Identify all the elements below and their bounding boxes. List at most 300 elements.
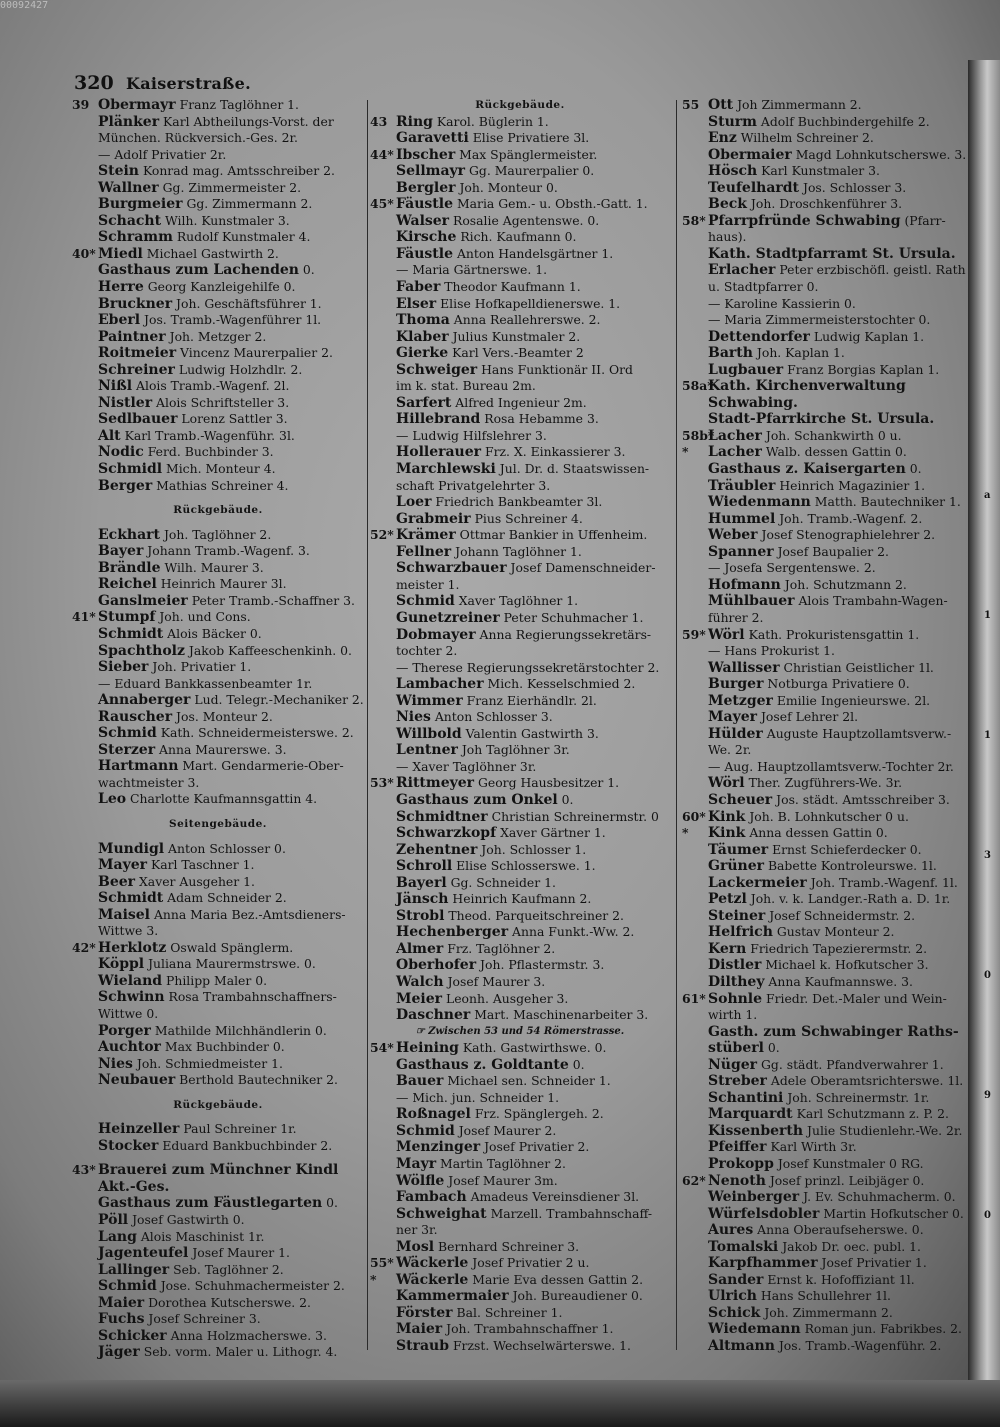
entry-details: Emilie Ingenieurswe. 2l. [776, 692, 931, 708]
directory-entry [682, 329, 967, 346]
directory-entry [682, 527, 967, 544]
entry-details: Lorenz Sattler 3. [181, 411, 288, 427]
resident-name: Nenoth [708, 1172, 766, 1189]
resident-name: Ott [708, 97, 734, 113]
entry-details: Friedrich Tapezierermstr. 2. [750, 940, 928, 956]
entry-details: Karl Wirth 3r. [770, 1139, 857, 1155]
directory-entry [370, 544, 670, 561]
entry-details: Adele Oberamtsrichterswe. 1l. [770, 1073, 964, 1089]
resident-name: Mundigl [98, 840, 165, 857]
directory-entry [72, 461, 364, 478]
directory-entry [370, 974, 670, 991]
entry-details: Theod. Parqueitschreiner 2. [448, 907, 624, 923]
entry-details: Joh. Pflastermstr. 3. [480, 957, 605, 973]
resident-name: Schwinn [98, 989, 165, 1006]
resident-name: Faber [396, 279, 441, 296]
directory-entry [370, 792, 670, 809]
entry-details: Karl Schutzmann z. P. 2. [796, 1106, 949, 1122]
directory-entry [370, 411, 670, 428]
resident-name: Schwabing. [708, 394, 798, 411]
directory-entry [370, 1156, 670, 1173]
entry-details: Anton Handelsgärtner 1. [456, 245, 614, 261]
entry-details: Josef Lehrer 2l. [760, 709, 859, 725]
resident-name: Kink [708, 825, 746, 842]
resident-name: Maisel [98, 906, 150, 923]
entry-details: Marie Eva dessen Gattin 2. [472, 1271, 644, 1287]
resident-name: Schweighat [396, 1205, 487, 1222]
entry-details: Paul Schreiner 1r. [183, 1121, 297, 1137]
entry-details: Ferd. Buchbinder 3. [147, 444, 274, 460]
directory-entry [370, 262, 670, 279]
directory-entry [72, 676, 364, 693]
resident-name: Ulrich [708, 1288, 757, 1305]
entry-details: Joh. Geschäftsführer 1. [176, 295, 322, 311]
directory-entry [682, 1106, 967, 1123]
resident-name: Meier [396, 990, 443, 1007]
resident-name: Fellner [396, 543, 452, 560]
entry-details: Anton Schlosser 0. [168, 840, 286, 856]
entry-details: — Karoline Kassierin 0. [708, 295, 856, 311]
directory-entry [682, 875, 967, 892]
resident-name: Schwarzbauer [396, 560, 507, 577]
resident-name: Auchtor [98, 1039, 161, 1056]
entry-details: — Maria Gärtnerswe. 1. [396, 262, 548, 278]
column-divider [676, 100, 677, 1350]
entry-details: wachtmeister 3. [98, 774, 200, 790]
resident-name: Stein [98, 163, 139, 180]
entry-details: Adolf Buchbindergehilfe 2. [760, 113, 930, 129]
directory-entry [370, 130, 670, 147]
entry-details: führer 2. [708, 609, 764, 625]
directory-entry [72, 329, 364, 346]
resident-name: Walch [396, 973, 444, 990]
resident-name: Obermaier [708, 146, 792, 163]
resident-name: Sieber [98, 659, 149, 676]
directory-entry [682, 312, 967, 329]
entry-details: Julie Studienlehr.-We. 2r. [807, 1122, 963, 1138]
resident-name: Sedlbauer [98, 411, 178, 428]
resident-name: Mayer [98, 857, 147, 874]
directory-entry [370, 147, 670, 164]
resident-name: Stumpf [98, 609, 156, 626]
entry-details: Joh. Trambahnschaffner 1. [446, 1321, 614, 1337]
directory-entry [72, 147, 364, 164]
directory-entry [72, 725, 364, 742]
resident-name: Menzinger [396, 1139, 481, 1156]
directory-entry [72, 626, 364, 643]
directory-entry [72, 411, 364, 428]
resident-name: Enz [708, 130, 737, 147]
resident-name: Loer [396, 494, 432, 511]
directory-entry [72, 444, 364, 461]
entry-details: Max Spänglermeister. [459, 146, 598, 162]
entry-details: Frz. Taglöhner 2. [447, 940, 556, 956]
resident-name: Fäustle [396, 245, 453, 262]
directory-entry [682, 593, 967, 610]
directory-entry [370, 1106, 670, 1123]
directory-entry [370, 627, 670, 644]
entry-details: Hans Schullehrer 1l. [760, 1288, 891, 1304]
resident-name: Nies [98, 1055, 133, 1072]
entry-details: wirth 1. [708, 1007, 758, 1023]
edge-fragment: 1 [984, 730, 991, 741]
resident-name: Wäckerle [396, 1271, 469, 1288]
directory-entry [370, 957, 670, 974]
resident-name: Nistler [98, 394, 153, 411]
directory-entry [682, 1338, 967, 1355]
entry-details: J. Ev. Schuhmacherm. 0. [803, 1189, 956, 1205]
entry-details: Martin Taglöhner 2. [440, 1156, 566, 1171]
entry-details: Joh. Bureaudiener 0. [512, 1288, 643, 1304]
directory-entry [682, 1206, 967, 1223]
entry-details: Josef Gastwirth 0. [132, 1212, 245, 1227]
entry-details: Anna Reallehrerswe. 2. [453, 312, 601, 328]
entry-details: Leonh. Ausgeher 3. [445, 990, 569, 1006]
resident-name: Lambacher [396, 676, 484, 693]
entry-details: Joh. Schmiedmeister 1. [136, 1055, 283, 1071]
directory-entry [682, 1156, 967, 1173]
resident-name: Brauerei zum Münchner Kindl [98, 1162, 339, 1179]
directory-entry [370, 1305, 670, 1322]
directory-entry [682, 544, 967, 561]
resident-name: Marchlewski [396, 461, 496, 478]
entry-details: Mart. Maschinenarbeiter 3. [474, 1007, 649, 1023]
entry-continuation [72, 1006, 364, 1023]
resident-name: Mühlbauer [708, 593, 795, 610]
resident-name: Streber [708, 1073, 767, 1090]
directory-entry [370, 296, 670, 313]
resident-name: Wäckerle [396, 1255, 469, 1272]
entry-continuation [682, 1007, 967, 1024]
entry-details: Joh. Metzger 2. [169, 328, 267, 344]
directory-entry [72, 857, 364, 874]
entry-details: Julius Kunstmaler 2. [452, 328, 581, 344]
directory-entry [72, 180, 364, 197]
entry-details: — Ludwig Hilfslehrer 3. [396, 427, 547, 443]
directory-entry [370, 180, 670, 197]
entry-details: Joh. Taglöhner 2. [163, 526, 272, 542]
entry-details: Alois Maschinist 1r. [140, 1228, 265, 1244]
entry-details: Joh. Tramb.-Wagenf. 1l. [810, 874, 958, 890]
page-number: 320 [74, 72, 114, 94]
resident-name: Plänker [98, 113, 160, 130]
directory-entry [370, 676, 670, 693]
entry-continuation [72, 923, 364, 940]
resident-name: Schramm [98, 229, 173, 246]
directory-entry [370, 759, 670, 776]
resident-name: Rittmeyer [396, 775, 475, 792]
directory-entry [370, 875, 670, 892]
entry-details: Christian Geistlicher 1l. [783, 659, 934, 675]
resident-name: Lentner [396, 742, 458, 759]
directory-entry [370, 246, 670, 263]
entry-details: Josef Damenschneider- [510, 560, 656, 576]
spacer-line [72, 494, 364, 502]
entry-continuation [370, 478, 670, 495]
entry-details: Philipp Maler 0. [166, 972, 268, 988]
directory-entry [682, 411, 967, 428]
resident-name: Klaber [396, 328, 449, 345]
entry-details: — Eduard Bankkassenbeamter 1r. [98, 675, 313, 691]
directory-entry [72, 1162, 364, 1179]
directory-entry [682, 1123, 967, 1140]
directory-entry [682, 577, 967, 594]
directory-entry [72, 593, 364, 610]
resident-name: Krämer [396, 527, 456, 544]
entry-details: Wittwe 3. [98, 923, 159, 939]
entry-details: Rosa Trambahnschaffners- [168, 989, 337, 1005]
house-number: 43* [72, 1162, 96, 1178]
directory-entry [370, 428, 670, 445]
entry-details: Jos. Tramb.-Wagenführer 1l. [144, 312, 322, 328]
resident-name: Barth [708, 345, 753, 362]
entry-details: Xaver Gärtner 1. [500, 825, 606, 841]
entry-details: Joh Zimmermann 2. [737, 97, 862, 112]
house-number: 53* [370, 775, 394, 791]
entry-details: Heinrich Magazinier 1. [779, 477, 926, 493]
directory-entry [72, 543, 364, 560]
entry-continuation [370, 643, 670, 660]
entry-details: Gg. städt. Pfandverwahrer 1. [761, 1056, 944, 1072]
resident-name: Sterzer [98, 741, 156, 758]
resident-name: Neubauer [98, 1072, 176, 1089]
directory-entry [72, 163, 364, 180]
resident-name: Porger [98, 1022, 151, 1039]
entry-details: Josef Kunstmaler 0 RG. [777, 1156, 924, 1171]
entry-details: — Maria Zimmermeisterstochter 0. [708, 312, 931, 328]
entry-details: 0. [326, 1195, 338, 1211]
spacer-line [72, 519, 364, 527]
directory-entry [370, 114, 670, 131]
resident-name: Schicker [98, 1327, 167, 1344]
directory-entry [72, 1039, 364, 1056]
directory-entry [682, 1024, 967, 1041]
directory-entry [370, 891, 670, 908]
directory-entry [682, 296, 967, 313]
cross-street-note: ☞ Zwischen 53 und 54 Römerstrasse. [415, 1025, 625, 1037]
resident-name: Wörl [708, 775, 745, 792]
house-number: 44* [370, 146, 394, 162]
directory-entry [682, 1173, 967, 1190]
spacer-line [72, 808, 364, 816]
resident-name: Jäger [98, 1344, 140, 1361]
directory-entry [72, 841, 364, 858]
entry-details: Alois Trambahn-Wagen- [798, 593, 948, 609]
entry-details: Alois Schriftsteller 3. [156, 394, 290, 410]
resident-name: Lang [98, 1228, 137, 1245]
directory-entry [370, 329, 670, 346]
entry-details: Christian Schreinermstr. 0 [491, 808, 659, 824]
entry-continuation [370, 378, 670, 395]
resident-name: Akt.-Ges. [98, 1178, 170, 1195]
entry-details: Joh. Privatier 1. [152, 659, 252, 675]
entry-details: Heinrich Kaufmann 2. [452, 891, 592, 907]
entry-details: Jos. Schlosser 3. [802, 179, 907, 195]
directory-entry [682, 1222, 967, 1239]
entry-details: Joh. Schlosser 1. [481, 841, 587, 857]
entry-details: Joh. Droschkenführer 3. [750, 196, 903, 212]
resident-name: Willbold [396, 725, 462, 742]
directory-entry [682, 246, 967, 263]
entry-continuation [682, 742, 967, 759]
resident-name: Grabmeir [396, 510, 471, 527]
entry-continuation [682, 229, 967, 246]
directory-entry [72, 1344, 364, 1361]
entry-details: Maria Gem.- u. Obsth.-Gatt. 1. [456, 196, 648, 212]
house-number: 61* [682, 990, 706, 1006]
resident-name: Pöll [98, 1212, 129, 1228]
directory-entry [682, 130, 967, 147]
directory-entry [682, 345, 967, 362]
resident-name: Wörl [708, 626, 745, 643]
house-number: 60* [682, 808, 706, 824]
entry-details: ner 3r. [396, 1222, 438, 1238]
directory-entry [72, 659, 364, 676]
directory-entry [682, 1057, 967, 1074]
directory-entry [72, 428, 364, 445]
entry-continuation [370, 1222, 670, 1239]
entry-details: Rudolf Kunstmaler 4. [176, 229, 311, 245]
resident-name: Kath. Kirchenverwaltung [708, 378, 906, 395]
directory-entry [370, 924, 670, 941]
entry-details: Karl Vers.-Beamter 2 [452, 345, 584, 361]
entry-details: Josef Baupalier 2. [777, 543, 889, 559]
house-number: 42* [72, 939, 96, 955]
directory-entry [682, 1288, 967, 1305]
directory-entry [370, 709, 670, 726]
entry-details: Peter erzbischöfl. geistl. Rath [779, 262, 966, 278]
directory-entry [72, 874, 364, 891]
resident-name: Schwarzkopf [396, 825, 497, 842]
entry-details: Mathilde Milchhändlerin 0. [154, 1022, 327, 1038]
entry-details: Gg. Maurerpalier 0. [469, 163, 595, 179]
resident-name: Petzl [708, 891, 747, 908]
resident-name: Schmid [98, 725, 157, 742]
entry-details: Karl Abtheilungs-Vorst. der [163, 113, 334, 129]
directory-entry [72, 560, 364, 577]
entry-details: Gg. Schneider 1. [450, 874, 556, 890]
directory-entry [682, 478, 967, 495]
entry-details: Michael k. Hofkutscher 3. [765, 957, 929, 973]
entry-details: Marzell. Trambahnschaff- [490, 1205, 653, 1221]
directory-entry [370, 1040, 670, 1057]
resident-name: Fäustle [396, 196, 453, 213]
resident-name: Mayer [708, 709, 757, 726]
resident-name: Hollerauer [396, 444, 482, 461]
resident-name: Würfelsdobler [708, 1205, 820, 1222]
resident-name: Herklotz [98, 939, 167, 956]
entry-details: Joh. Schankwirth 0 u. [765, 427, 902, 443]
entry-details: Josef Maurer 2. [458, 1122, 557, 1138]
entry-details: Peter Schuhmacher 1. [503, 609, 644, 625]
entry-details: Max Buchbinder 0. [164, 1039, 285, 1055]
directory-entry [370, 362, 670, 379]
entry-details: Josef Schreiner 3. [148, 1311, 261, 1327]
entry-details: Adam Schneider 2. [167, 890, 287, 906]
resident-name: Schmidtner [396, 808, 488, 825]
resident-name: Gasthaus zum Fäustlegarten [98, 1195, 323, 1212]
resident-name: Mosl [396, 1238, 435, 1255]
entry-details: Kath. Schneidermeisterswe. 2. [160, 725, 354, 741]
directory-entry [72, 279, 364, 296]
resident-name: Garavetti [396, 130, 469, 147]
directory-entry [370, 196, 670, 213]
directory-entry [682, 775, 967, 792]
directory-entry [682, 560, 967, 577]
directory-entry [72, 229, 364, 246]
resident-name: Gunetzreiner [396, 609, 500, 626]
resident-name: Hillebrand [396, 411, 481, 428]
directory-entry [682, 709, 967, 726]
resident-name: Marquardt [708, 1106, 793, 1123]
column-divider [367, 100, 368, 1350]
directory-entry [72, 940, 364, 957]
directory-entry [370, 908, 670, 925]
directory-entry [370, 461, 670, 478]
resident-name: Scheuer [708, 791, 773, 808]
resident-name: Kath. Stadtpfarramt St. Ursula. [708, 245, 956, 262]
entry-details: Ottmar Bankier in Uffenheim. [459, 527, 648, 543]
entry-details: Magd Lohnkutscherswe. 3. [795, 146, 967, 162]
house-number: * [682, 444, 689, 460]
house-number: * [682, 825, 689, 841]
resident-name: Weinberger [708, 1189, 800, 1206]
house-number: 58a* [682, 378, 714, 394]
spacer-line [72, 1089, 364, 1097]
resident-name: Fuchs [98, 1311, 145, 1328]
resident-name: Pfeiffer [708, 1139, 767, 1156]
resident-name: Gasthaus z. Kaisergarten [708, 461, 906, 478]
resident-name: Walser [396, 212, 450, 229]
resident-name: Ring [396, 113, 433, 130]
entry-continuation [682, 610, 967, 627]
resident-name: Rauscher [98, 708, 173, 725]
entry-details: (Pfarr- [904, 212, 946, 228]
resident-name: Gasthaus zum Lachenden [98, 262, 299, 279]
resident-name: Karpfhammer [708, 1255, 818, 1272]
resident-name: Sarfert [396, 394, 452, 411]
entry-details: München. Rückversich.-Ges. 2r. [98, 130, 298, 146]
house-number: 62* [682, 1172, 706, 1188]
resident-name: Dobmayer [396, 626, 476, 643]
entry-details: Josef Privatier 2 u. [472, 1255, 590, 1271]
directory-entry [72, 609, 364, 626]
entry-details: Peter Tramb.-Schaffner 3. [191, 592, 355, 608]
entry-details: 0. [767, 1040, 780, 1056]
entry-details: Karl Taschner 1. [150, 857, 255, 873]
directory-entry [682, 511, 967, 528]
entry-details: Jos. städt. Amtsschreiber 3. [776, 791, 950, 807]
directory-entry [370, 941, 670, 958]
directory-entry [370, 726, 670, 743]
entry-details: Josef prinzl. Leibjäger 0. [769, 1172, 925, 1188]
entry-details: schaft Privatgelehrter 3. [396, 477, 551, 493]
resident-name: Schmidl [98, 461, 163, 478]
entry-details: Dorothea Kutscherswe. 2. [148, 1294, 311, 1310]
entry-details: Gg. Zimmermann 2. [186, 196, 313, 212]
directory-entry [370, 660, 670, 677]
entry-details: Josef Privatier 1. [821, 1255, 927, 1271]
entry-details: Matth. Bautechniker 1. [814, 494, 961, 510]
directory-entry [370, 1206, 670, 1223]
entry-details: Ther. Zugführers-We. 3r. [748, 775, 903, 791]
resident-name: Leo [98, 791, 127, 808]
directory-entry [682, 163, 967, 180]
directory-entry [370, 229, 670, 246]
resident-name: Heining [396, 1040, 459, 1057]
entry-details: Heinrich Maurer 3l. [160, 576, 287, 592]
resident-name: Mayr [396, 1156, 437, 1172]
